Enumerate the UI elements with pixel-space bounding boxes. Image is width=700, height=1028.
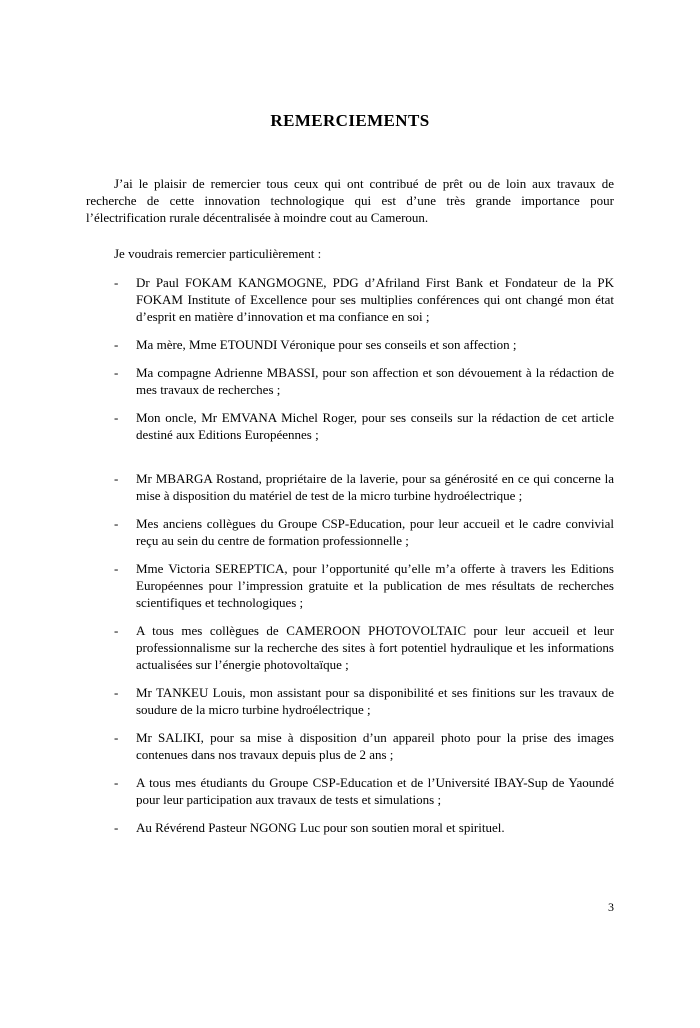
list-item-text: Ma compagne Adrienne MBASSI, pour son affection et son dévouement à la rédaction de mes travaux de recherches ; (136, 365, 614, 397)
list-item (86, 622, 614, 673)
list-item-marker: - (114, 365, 119, 380)
list-item (86, 515, 614, 549)
list-item-marker: - (114, 623, 119, 638)
list-item-marker: - (114, 337, 119, 352)
list-item (86, 336, 614, 353)
list-item (86, 774, 614, 808)
list-item (86, 409, 614, 443)
list-item-text: Mr MBARGA Rostand, propriétaire de la laverie, pour sa générosité en ce qui concerne la mise à disposition du matériel de test de la micro turbine hydroélectrique ; (136, 471, 614, 503)
list-item-text: Ma mère, Mme ETOUNDI Véronique pour ses conseils et son affection ; (136, 337, 517, 352)
list-item-text: Mon oncle, Mr EMVANA Michel Roger, pour ses conseils sur la rédaction de cet article destiné aux Editions Européennes ; (136, 410, 614, 442)
list-item-text: A tous mes collègues de CAMEROON PHOTOVOLTAIC pour leur accueil et leur professionnalisme sur la recherche des sites à fort potentiel hydraulique et les informations actualisées sur l’énergie photovoltaïque ; (136, 623, 614, 672)
page-number: 3 (608, 900, 614, 914)
list-item (86, 819, 614, 836)
list-item-marker: - (114, 516, 119, 531)
list-item-marker: - (114, 775, 119, 790)
list-item-marker: - (114, 820, 119, 835)
lead-paragraph: Je voudrais remercier particulièrement : (114, 246, 322, 261)
list-item-text: A tous mes étudiants du Groupe CSP-Education et de l’Université IBAY-Sup de Yaoundé pour leur participation aux travaux de tests et simulations ; (136, 775, 614, 807)
list-item-marker: - (114, 471, 119, 486)
list-item (86, 470, 614, 504)
list-item-text: Mme Victoria SEREPTICA, pour l’opportunité qu’elle m’a offerte à travers les Editions Européennes pour l’impression gratuite et la publication de mes résultats de recherches scientifiques et technologiques ; (136, 561, 614, 610)
list-item-marker: - (114, 685, 119, 700)
list-item (86, 364, 614, 398)
acknowledgement-list (86, 274, 614, 836)
list-item (86, 560, 614, 611)
intro-paragraph: J’ai le plaisir de remercier tous ceux qui ont contribué de prêt ou de loin aux travaux de recherche de cette innovation technologique qui est d’une très grande importance pour l’électrification rurale décentralisée à moindre cout au Cameroun. (86, 176, 614, 225)
list-item-text: Mr TANKEU Louis, mon assistant pour sa disponibilité et ses finitions sur les travaux de soudure de la micro turbine hydroélectrique ; (136, 685, 614, 717)
list-item-text: Mes anciens collègues du Groupe CSP-Education, pour leur accueil et le cadre convivial reçu au sein du centre de formation professionnelle ; (136, 516, 614, 548)
list-item-marker: - (114, 410, 119, 425)
list-item-marker: - (114, 275, 119, 290)
page-title: REMERCIEMENTS (270, 111, 430, 130)
list-item (86, 729, 614, 763)
list-item-marker: - (114, 730, 119, 745)
list-item-text: Mr SALIKI, pour sa mise à disposition d’un appareil photo pour la prise des images contenues dans nos travaux depuis plus de 2 ans ; (136, 730, 614, 762)
list-item (86, 274, 614, 325)
list-item-marker: - (114, 561, 119, 576)
list-item-text: Au Révérend Pasteur NGONG Luc pour son soutien moral et spirituel. (136, 820, 505, 835)
list-item-text: Dr Paul FOKAM KANGMOGNE, PDG d’Afriland First Bank et Fondateur de la PK FOKAM Institute of Excellence pour ses multiplies conférences qui ont changé mon état d’esprit en matière d’innovation et ma confiance en soi ; (136, 275, 614, 324)
list-item (86, 684, 614, 718)
